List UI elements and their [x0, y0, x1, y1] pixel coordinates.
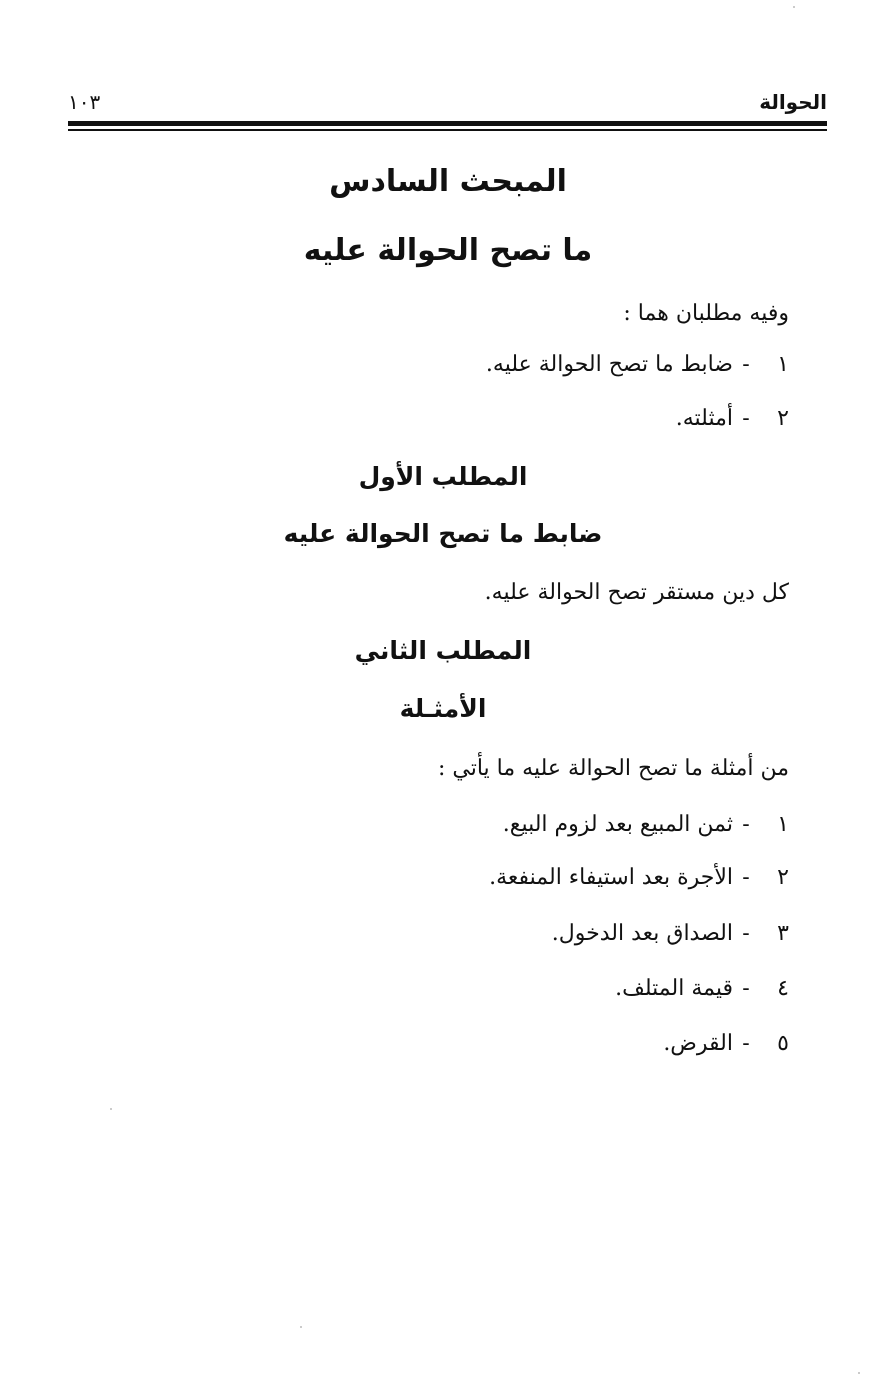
item-number: ١ — [777, 812, 789, 837]
running-header — [68, 84, 827, 120]
intro-text: وفيه مطلبان هما : — [623, 301, 789, 326]
item-number: ٢ — [777, 865, 789, 890]
item-text: الأجرة بعد استيفاء المنفعة. — [489, 865, 733, 890]
item-text: القرض. — [663, 1031, 733, 1056]
item-text: ضابط ما تصح الحوالة عليه. — [485, 352, 733, 377]
example-item-5 — [663, 1027, 789, 1061]
example-item-4 — [615, 972, 789, 1006]
section2-title: الأمثـلة — [399, 694, 487, 723]
scan-speck — [858, 1372, 860, 1374]
item-text: الصداق بعد الدخول. — [551, 921, 733, 946]
item-dash: - — [742, 976, 750, 1001]
scan-speck — [300, 1326, 302, 1328]
section1-label: المطلب الأول — [358, 462, 528, 491]
section1-title: ضابط ما تصح الحوالة عليه — [283, 519, 603, 548]
item-dash: - — [742, 865, 750, 890]
item-text: ثمن المبيع بعد لزوم البيع. — [502, 812, 733, 837]
page-number: ١٠٣ — [68, 90, 101, 114]
item-dash: - — [742, 812, 750, 837]
running-title: الحوالة — [759, 90, 827, 114]
scan-speck — [793, 6, 795, 8]
item-dash: - — [742, 406, 750, 431]
item-dash: - — [742, 1031, 750, 1056]
intro-item-2 — [676, 402, 789, 436]
section1-body: كل دين مستقر تصح الحوالة عليه. — [484, 580, 789, 605]
item-text: قيمة المتلف. — [615, 976, 733, 1001]
header-rule-thin — [68, 129, 827, 131]
item-dash: - — [742, 921, 750, 946]
item-number: ٤ — [777, 976, 789, 1001]
item-number: ٥ — [777, 1031, 789, 1056]
item-number: ٣ — [777, 921, 789, 946]
example-item-3 — [552, 917, 789, 951]
scan-speck — [110, 1108, 112, 1110]
item-number: ٢ — [777, 406, 789, 431]
header-rule-thick — [68, 121, 827, 126]
intro-item-1 — [486, 348, 789, 382]
example-item-1 — [503, 808, 789, 842]
section2-intro: من أمثلة ما تصح الحوالة عليه ما يأتي : — [437, 756, 789, 781]
item-text: أمثلته. — [675, 406, 733, 431]
chapter-label: المبحث السادس — [329, 164, 567, 199]
example-item-2 — [489, 861, 789, 895]
section2-label: المطلب الثاني — [354, 636, 532, 665]
item-dash: - — [742, 352, 750, 377]
chapter-title: ما تصح الحوالة عليه — [303, 233, 593, 268]
item-number: ١ — [777, 352, 789, 377]
